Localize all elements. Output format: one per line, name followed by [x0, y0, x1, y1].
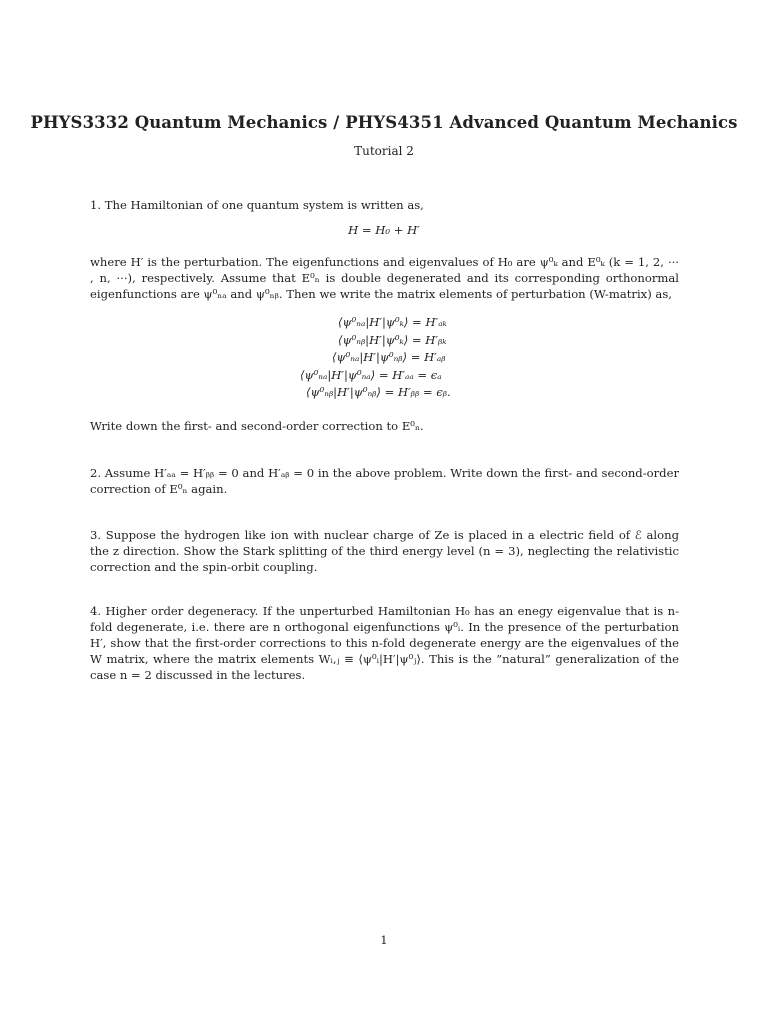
problem-1-hamiltonian-equation: H = H₀ + H′ [348, 223, 420, 237]
equation-row: ⟨ψ⁰ₙₐ|H′|ψ⁰ₖ⟩ = H′ₐₖ [338, 315, 447, 329]
equation-row: ⟨ψ⁰ₙᵦ|H′|ψ⁰ₙᵦ⟩ = H′ᵦᵦ = ϵᵦ. [306, 385, 451, 399]
problem-1-question: Write down the first- and second-order correction to E⁰ₙ. [90, 419, 424, 433]
document-subtitle: Tutorial 2 [354, 144, 414, 158]
problem-3-text: 3. Suppose the hydrogen like ion with nuclear charge of Ze is placed in a electric field of ℰ along the z direction. Show the Stark splitting of the third energy level (n = 3), neglecting the relativistic correction and the spin-orbit coupling. [90, 528, 679, 574]
problem-2-text: 2. Assume H′ₐₐ = H′ᵦᵦ = 0 and H′ₐᵦ = 0 in the above problem. Write down the first- and second-order correction of E⁰ₙ again. [90, 466, 679, 496]
page-number: 1 [380, 933, 388, 947]
problem-1-body: where H′ is the perturbation. The eigenfunctions and eigenvalues of H₀ are ψ⁰ₖ and E⁰ₖ (k = 1, 2, ··· , n, ···), respectively. Assume that E⁰ₙ is double degenerated and its corresponding orthonormal eigenfunctions are ψ⁰ₙₐ and ψ⁰ₙᵦ. Then we write the matrix elements of perturbation (W-matrix) as, [90, 255, 679, 301]
problem-1-intro: 1. The Hamiltonian of one quantum system is written as, [90, 198, 424, 212]
equation-row: ⟨ψ⁰ₙₐ|H′|ψ⁰ₙₐ⟩ = H′ₐₐ = ϵₐ [300, 367, 442, 382]
problem-4-text: 4. Higher order degeneracy. If the unperturbed Hamiltonian H₀ has an enegy eigenvalue that is n-fold degenerate, i.e. there are n orthogonal eigenfunctions ψ⁰ᵢ. In the presence of the perturbation H′, show that the first-order corrections to this n-fold degenerate energy are the eigenvalues of the W matrix, where the matrix elements Wᵢ,ⱼ ≡ ⟨ψ⁰ᵢ|H′|ψ⁰ⱼ⟩. This is the ”natural” generalization of the case n = 2 discussed in the lectures. [90, 604, 679, 682]
equation-row: ⟨ψ⁰ₙₐ|H′|ψ⁰ₙᵦ⟩ = H′ₐᵦ [332, 350, 446, 364]
problem-1-w-matrix-equations [300, 314, 500, 402]
document-title: PHYS3332 Quantum Mechanics / PHYS4351 Advanced Quantum Mechanics [30, 113, 738, 132]
equation-row: ⟨ψ⁰ₙᵦ|H′|ψ⁰ₖ⟩ = H′ᵦₖ [338, 332, 447, 347]
